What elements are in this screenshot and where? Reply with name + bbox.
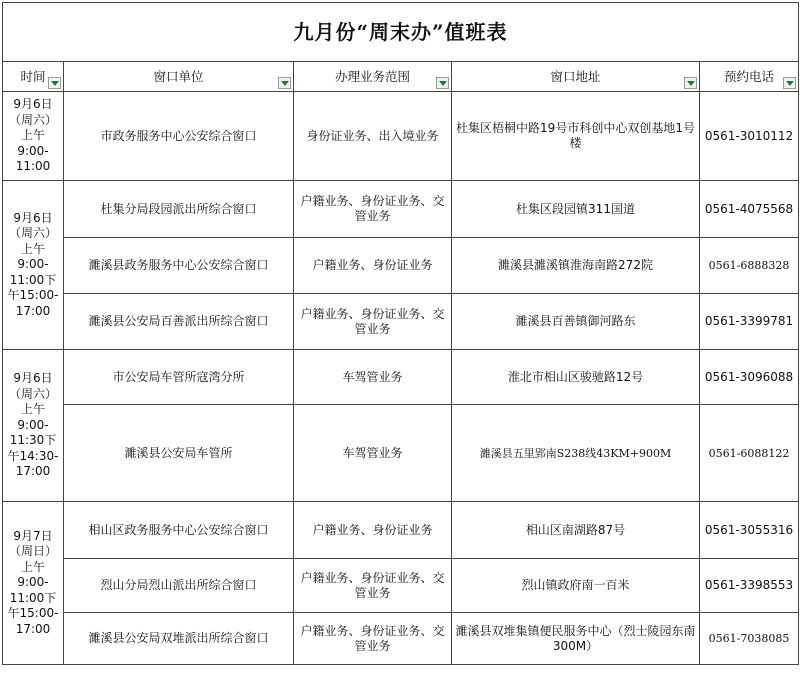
phone-cell: 0561-3010112 bbox=[700, 92, 799, 181]
phone-cell: 0561-3399781 bbox=[700, 294, 799, 350]
phone-cell: 0561-6888328 bbox=[700, 238, 799, 294]
time-cell bbox=[3, 181, 64, 350]
table-row bbox=[3, 92, 799, 181]
address-cell: 濉溪县濉溪镇淮海南路272院 bbox=[452, 238, 700, 294]
time-line: 9月6日 bbox=[13, 210, 53, 225]
unit-cell: 杜集分局段园派出所综合窗口 bbox=[64, 181, 294, 238]
unit-cell: 市公安局车管所寇湾分所 bbox=[64, 350, 294, 405]
header-time bbox=[3, 62, 64, 92]
scope-cell: 户籍业务、身份证业务、交管业务 bbox=[294, 613, 452, 665]
table-row bbox=[3, 238, 799, 294]
address-cell: 濉溪县双堆集镇便民服务中心（烈士陵园东南300M） bbox=[452, 613, 700, 665]
address-cell: 淮北市相山区骏驰路12号 bbox=[452, 350, 700, 405]
phone-cell: 0561-3055316 bbox=[700, 502, 799, 559]
time-line: 上午 bbox=[20, 402, 45, 417]
time-line: 9月7日 bbox=[13, 528, 53, 543]
unit-cell: 市政务服务中心公安综合窗口 bbox=[64, 92, 294, 181]
time-line: 11:00下 bbox=[9, 590, 57, 605]
address-cell: 杜集区梧桐中路19号市科创中心双创基地1号楼 bbox=[452, 92, 700, 181]
time-line: 9月6日 bbox=[13, 371, 53, 386]
time-line: （周日） bbox=[8, 544, 57, 559]
time-line: 17:00 bbox=[15, 464, 51, 479]
unit-cell: 烈山分局烈山派出所综合窗口 bbox=[64, 559, 294, 613]
unit-cell: 濉溪县政务服务中心公安综合窗口 bbox=[64, 238, 294, 294]
table-row bbox=[3, 559, 799, 613]
time-line: 9:00- bbox=[17, 257, 49, 272]
time-line: 11:00 bbox=[15, 159, 51, 174]
time-line: 上午 bbox=[20, 241, 45, 256]
time-line: 9:00- bbox=[17, 417, 49, 432]
time-line: 9月6日 bbox=[13, 97, 53, 112]
time-cell bbox=[3, 350, 64, 502]
time-line: 11:00下 bbox=[9, 272, 57, 287]
time-cell bbox=[3, 502, 64, 665]
time-line: 17:00 bbox=[15, 621, 51, 636]
phone-cell: 0561-4075568 bbox=[700, 181, 799, 238]
scope-cell: 户籍业务、身份证业务、交管业务 bbox=[294, 559, 452, 613]
filter-dropdown-icon[interactable] bbox=[48, 77, 61, 89]
address-cell: 濉溪县百善镇御河路东 bbox=[452, 294, 700, 350]
unit-cell: 濉溪县公安局双堆派出所综合窗口 bbox=[64, 613, 294, 665]
table-row bbox=[3, 181, 799, 238]
scope-cell: 车驾管业务 bbox=[294, 405, 452, 502]
scope-cell: 户籍业务、身份证业务 bbox=[294, 238, 452, 294]
table-title: 九月份“周末办”值班表 bbox=[3, 3, 799, 62]
duty-schedule-table bbox=[2, 2, 799, 665]
time-line: 17:00 bbox=[15, 303, 51, 318]
time-line: 上午 bbox=[20, 559, 45, 574]
header-time-label: 时间 bbox=[20, 69, 46, 84]
time-line: 9:00- bbox=[17, 575, 49, 590]
address-cell: 杜集区段园镇311国道 bbox=[452, 181, 700, 238]
scope-cell: 身份证业务、出入境业务 bbox=[294, 92, 452, 181]
time-line: （周六） bbox=[8, 226, 57, 241]
table-row bbox=[3, 294, 799, 350]
time-line: 11:30下 bbox=[9, 433, 57, 448]
header-address-label: 窗口地址 bbox=[550, 69, 601, 84]
time-line: 9:00- bbox=[17, 143, 49, 158]
table-row bbox=[3, 350, 799, 405]
scope-cell: 户籍业务、身份证业务、交管业务 bbox=[294, 294, 452, 350]
header-scope-label: 办理业务范围 bbox=[334, 69, 410, 84]
table-row bbox=[3, 502, 799, 559]
address-cell: 烈山镇政府南一百米 bbox=[452, 559, 700, 613]
filter-dropdown-icon[interactable] bbox=[278, 77, 291, 89]
table-row bbox=[3, 405, 799, 502]
scope-cell: 户籍业务、身份证业务 bbox=[294, 502, 452, 559]
phone-cell: 0561-3398553 bbox=[700, 559, 799, 613]
time-line: 午15:00- bbox=[7, 606, 59, 621]
header-unit bbox=[64, 62, 294, 92]
address-cell: 相山区南湖路87号 bbox=[452, 502, 700, 559]
time-cell bbox=[3, 92, 64, 181]
header-unit-label: 窗口单位 bbox=[153, 69, 204, 84]
scope-cell: 户籍业务、身份证业务、交管业务 bbox=[294, 181, 452, 238]
header-phone-label: 预约电话 bbox=[723, 69, 774, 84]
header-row bbox=[3, 62, 799, 92]
time-line: 上午 bbox=[20, 128, 45, 143]
unit-cell: 濉溪县公安局百善派出所综合窗口 bbox=[64, 294, 294, 350]
time-line: （周六） bbox=[8, 386, 57, 401]
filter-dropdown-icon[interactable] bbox=[436, 77, 449, 89]
time-line: （周六） bbox=[8, 112, 57, 127]
filter-dropdown-icon[interactable] bbox=[684, 77, 697, 89]
phone-cell: 0561-6088122 bbox=[700, 405, 799, 502]
header-address bbox=[452, 62, 700, 92]
table-row bbox=[3, 613, 799, 665]
header-phone bbox=[700, 62, 799, 92]
address-cell: 濉溪县五里郢南S238线43KM+900M bbox=[452, 405, 700, 502]
header-scope bbox=[294, 62, 452, 92]
time-line: 午14:30- bbox=[7, 448, 59, 463]
phone-cell: 0561-3096088 bbox=[700, 350, 799, 405]
unit-cell: 濉溪县公安局车管所 bbox=[64, 405, 294, 502]
scope-cell: 车驾管业务 bbox=[294, 350, 452, 405]
time-line: 午15:00- bbox=[7, 288, 59, 303]
phone-cell: 0561-7038085 bbox=[700, 613, 799, 665]
filter-dropdown-icon[interactable] bbox=[783, 77, 796, 89]
unit-cell: 相山区政务服务中心公安综合窗口 bbox=[64, 502, 294, 559]
